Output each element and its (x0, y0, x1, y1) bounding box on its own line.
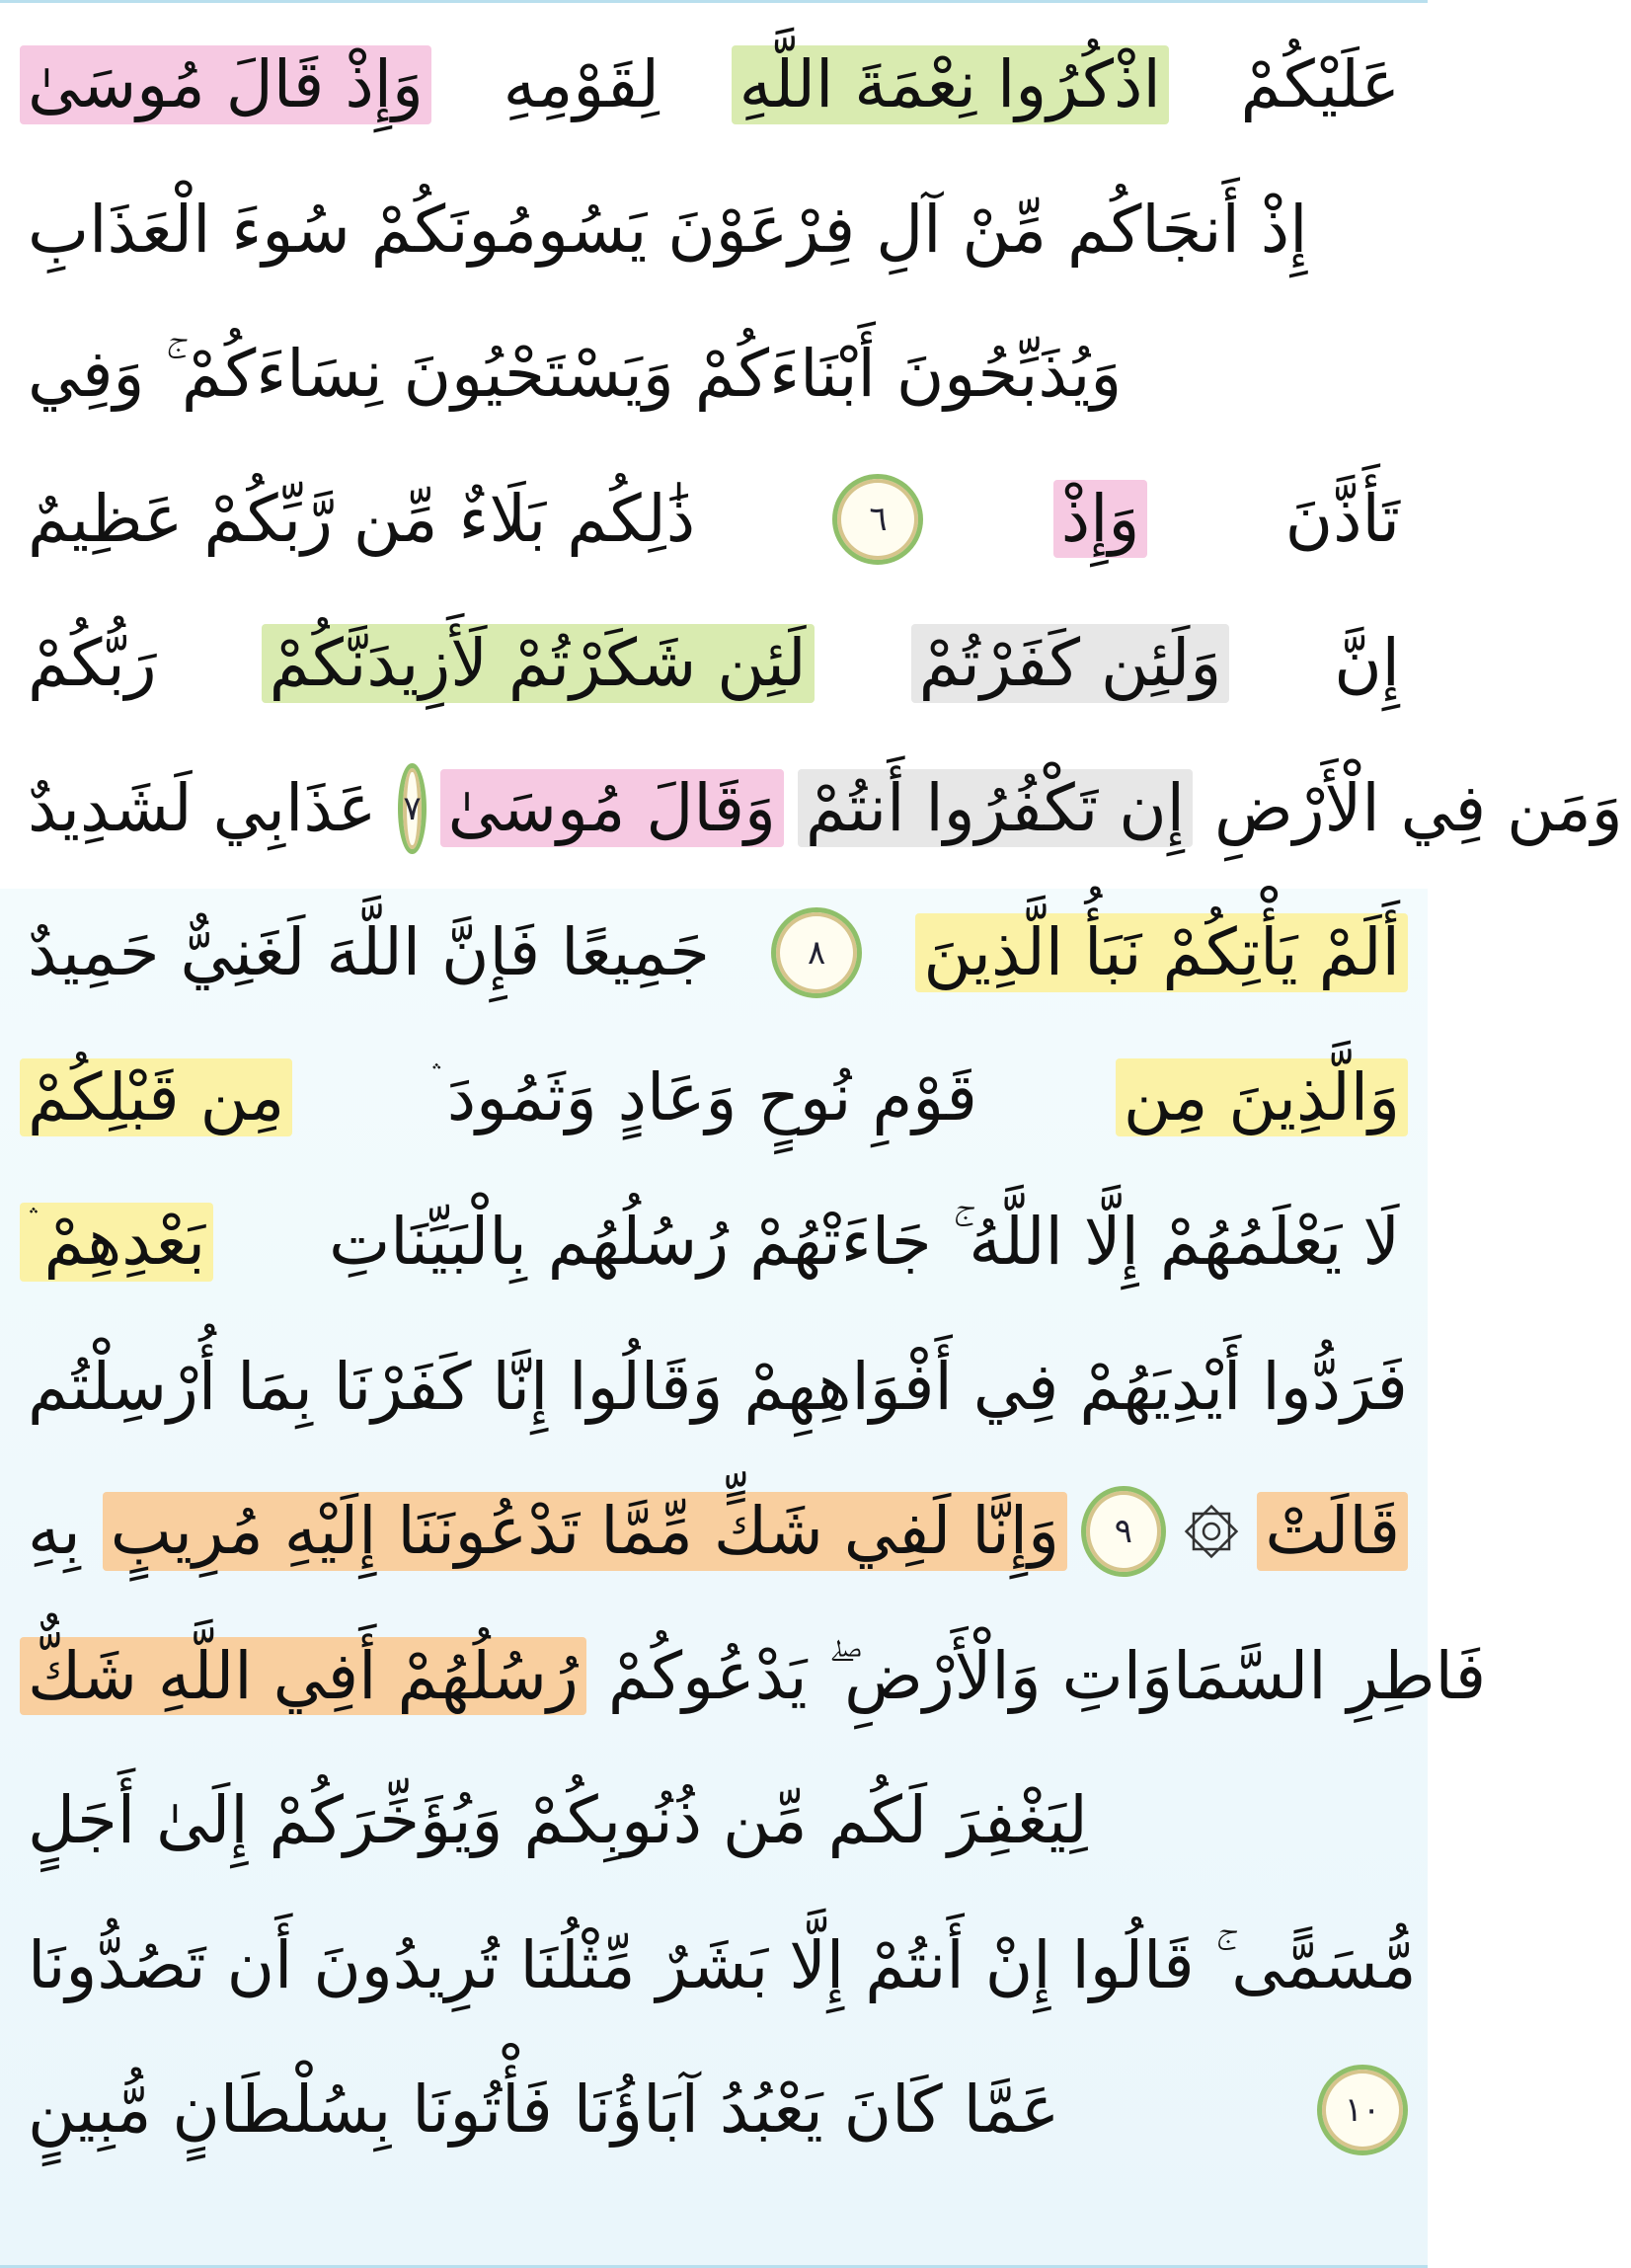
ayah-number-marker: ٦ (832, 474, 923, 565)
top-border (0, 0, 1428, 3)
verse-line (20, 1035, 1408, 1161)
highlighted-phrase: مِن قَبْلِكُمْ (20, 1058, 292, 1136)
verse-line (20, 1468, 1408, 1595)
verse-text: عَمَّا كَانَ يَعْبُدُ آبَاؤُنَا فَأْتُونَا بِسُلْطَانٍ مُّبِينٍ (28, 2072, 1060, 2149)
verse-text: ذَٰلِكُم بَلَاءٌ مِّن رَّبِّكُمْ عَظِيمٌ (28, 480, 696, 557)
highlighted-phrase: أَلَمْ يَأْتِكُمْ نَبَأُ الَّذِينَ (915, 913, 1408, 991)
verse-line (20, 1758, 1408, 1884)
highlighted-phrase: بَعْدِهِمْ ۛ (20, 1203, 213, 1281)
verse-line (20, 890, 1408, 1016)
verse-text: وَيُذَبِّحُونَ أَبْنَاءَكُمْ وَيَسْتَحْيُونَ نِسَاءَكُمْ ۚ وَفِي (28, 336, 1123, 413)
verse-line (20, 1613, 1487, 1740)
rub-el-hizb-icon (1180, 1497, 1244, 1566)
verse-line (20, 311, 1408, 437)
highlighted-phrase: اذْكُرُوا نِعْمَةَ اللَّهِ (732, 45, 1169, 123)
verse-text: قَوْمِ نُوحٍ وَعَادٍ وَثَمُودَ ۛ (430, 1058, 977, 1135)
ayah-number-marker: ١٠ (1317, 2065, 1408, 2155)
highlighted-phrase: وَالَّذِينَ مِن (1116, 1058, 1408, 1136)
verse-text: لِقَوْمِهِ (503, 46, 660, 123)
verse-line (20, 2047, 1408, 2173)
verse-line (20, 456, 1408, 583)
verse-text: إِذْ أَنجَاكُم مِّنْ آلِ فِرْعَوْنَ يَسُومُونَكُمْ سُوءَ الْعَذَابِ (28, 191, 1308, 268)
ayah-number-marker: ٨ (771, 907, 862, 998)
verse-text: مُّسَمًّى ۚ قَالُوا إِنْ أَنتُمْ إِلَّا بَشَرٌ مِّثْلُنَا تُرِيدُونَ أَن تَصُدُّونَا (28, 1926, 1417, 2003)
verse-text: إِنَّ (1334, 625, 1400, 702)
verse-text: فَاطِرِ السَّمَاوَاتِ وَالْأَرْضِ ۖ يَدْعُوكُمْ (607, 1637, 1487, 1714)
highlighted-phrase: وَإِذْ قَالَ مُوسَىٰ (20, 45, 431, 123)
verse-line (20, 22, 1408, 148)
ayah-number-marker: ٧ (398, 763, 426, 854)
ayah-number-marker: ٩ (1081, 1486, 1166, 1577)
verse-text: لِيَغْفِرَ لَكُم مِّن ذُنُوبِكُمْ وَيُؤَخِّرَكُمْ إِلَىٰ أَجَلٍ (28, 1782, 1088, 1859)
verse-text: عَذَابِي لَشَدِيدٌ (28, 769, 377, 846)
highlighted-phrase: وَإِنَّا لَفِي شَكٍّ مِّمَّا تَدْعُونَنَا إِلَيْهِ مُرِيبٍ (103, 1492, 1067, 1570)
verse-line (20, 600, 1408, 727)
verse-text: تَأَذَّنَ (1284, 480, 1400, 557)
highlighted-phrase: وَقَالَ مُوسَىٰ (440, 769, 784, 847)
highlighted-phrase: لَئِن شَكَرْتُمْ لَأَزِيدَنَّكُمْ (262, 624, 815, 702)
verse-text: جَمِيعًا فَإِنَّ اللَّهَ لَغَنِيٌّ حَمِيدٌ (28, 914, 710, 991)
verse-line (20, 1903, 1417, 2029)
verse-text: فَرَدُّوا أَيْدِيَهُمْ فِي أَفْوَاهِهِمْ وَقَالُوا إِنَّا كَفَرْنَا بِمَا أُرْسِلْتُم (28, 1348, 1408, 1425)
verse-text: وَمَن فِي الْأَرْضِ (1214, 769, 1623, 846)
verse-text: رَبُّكُمْ (28, 625, 157, 702)
verse-text: عَلَيْكُمْ (1240, 46, 1400, 123)
verse-line (20, 1324, 1408, 1450)
verse-line (20, 1179, 1408, 1305)
highlighted-phrase: رُسُلُهُمْ أَفِي اللَّهِ شَكٌّ (20, 1637, 586, 1715)
highlighted-phrase: إِن تَكْفُرُوا أَنتُمْ (798, 769, 1193, 847)
highlighted-phrase: قَالَتْ (1257, 1492, 1408, 1570)
verse-text: بِهِ (28, 1493, 81, 1570)
highlighted-phrase: وَلَئِن كَفَرْتُمْ (911, 624, 1230, 702)
highlighted-phrase: وَإِذْ (1053, 480, 1148, 558)
verse-line (20, 167, 1408, 293)
verse-text: لَا يَعْلَمُهُمْ إِلَّا اللَّهُ ۚ جَاءَتْهُمْ رُسُلُهُم بِالْبَيِّنَاتِ (329, 1204, 1400, 1281)
verse-line (20, 745, 1623, 872)
